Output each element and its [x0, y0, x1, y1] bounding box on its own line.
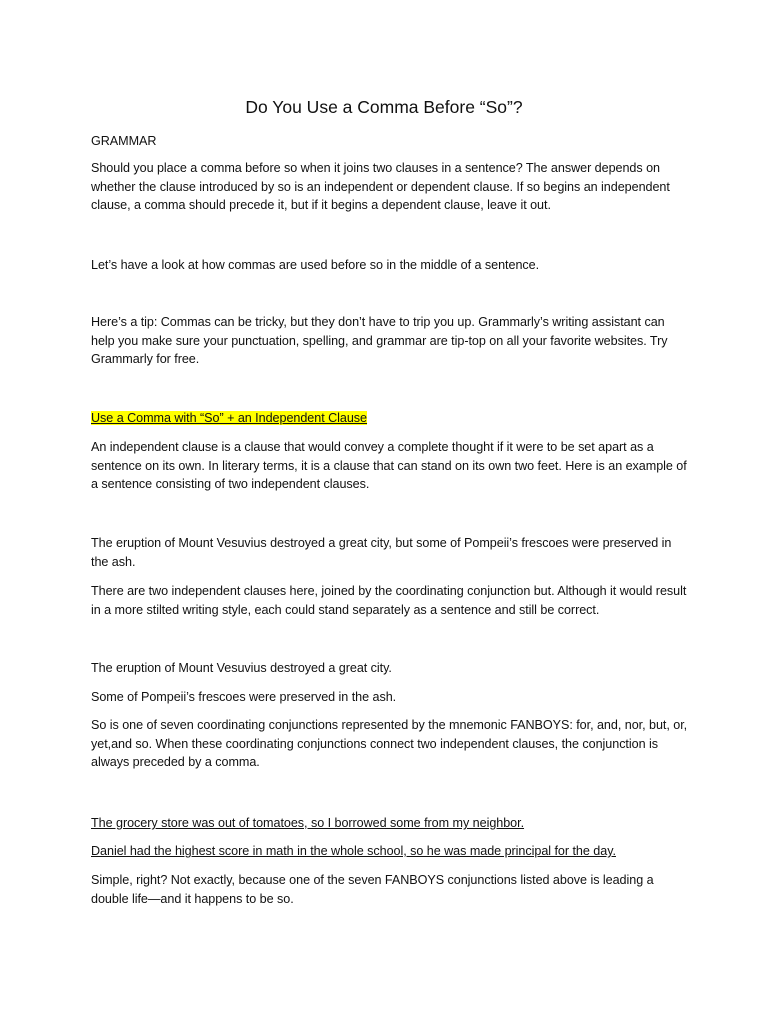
- category-label: GRAMMAR: [91, 134, 157, 148]
- lets-look-paragraph: Let’s have a look at how commas are used before so in the middle of a sentence.: [91, 258, 540, 272]
- independent-clause-definition: An independent clause is a clause that would convey a complete thought if it were to be set apart as a sentence on its own. In literary terms, it is a clause that can stand on its own two feet. Here is an example of a sentence consisting of two independent clauses.: [91, 440, 687, 492]
- section-heading: [91, 409, 691, 428]
- split-sentence-2: Some of Pompeii’s frescoes were preserved in the ash.: [91, 690, 397, 704]
- explanation-paragraph: There are two independent clauses here, joined by the coordinating conjunction but. Although it would result in a more stilted writing style, each could stand separately as a sentence and still be correct.: [91, 584, 687, 617]
- example-vesuvius: The eruption of Mount Vesuvius destroyed a great city, but some of Pompeii’s frescoes were preserved in the ash.: [91, 536, 672, 569]
- section-heading-text: Use a Comma with “So” + an Independent Clause: [91, 411, 368, 425]
- example-grocery: The grocery store was out of tomatoes, so I borrowed some from my neighbor.: [91, 816, 525, 830]
- closing-paragraph: Simple, right? Not exactly, because one of the seven FANBOYS conjunctions listed above is leading a double life—and it happens to be so.: [91, 873, 654, 906]
- page-title: Do You Use a Comma Before “So”?: [245, 97, 523, 117]
- example-daniel: Daniel had the highest score in math in the whole school, so he was made principal for the day.: [91, 844, 616, 858]
- split-sentence-1: The eruption of Mount Vesuvius destroyed a great city.: [91, 661, 392, 675]
- tip-paragraph: Here’s a tip: Commas can be tricky, but they don’t have to trip you up. Grammarly’s writing assistant can help you make sure your punctuation, spelling, and grammar are tip-top on all your favorite websites. Try Grammarly for free.: [91, 315, 668, 367]
- intro-paragraph: Should you place a comma before so when it joins two clauses in a sentence? The answer depends on whether the clause introduced by so is an independent or dependent clause. If so begins an independent clause, a comma should precede it, but if it begins a dependent clause, leave it out.: [91, 161, 670, 213]
- fanboys-paragraph: So is one of seven coordinating conjunctions represented by the mnemonic FANBOYS: for, and, nor, but, or, yet,and so. When these coordinating conjunctions connect two independent clauses, the conjunction is always preceded by a comma.: [91, 718, 688, 770]
